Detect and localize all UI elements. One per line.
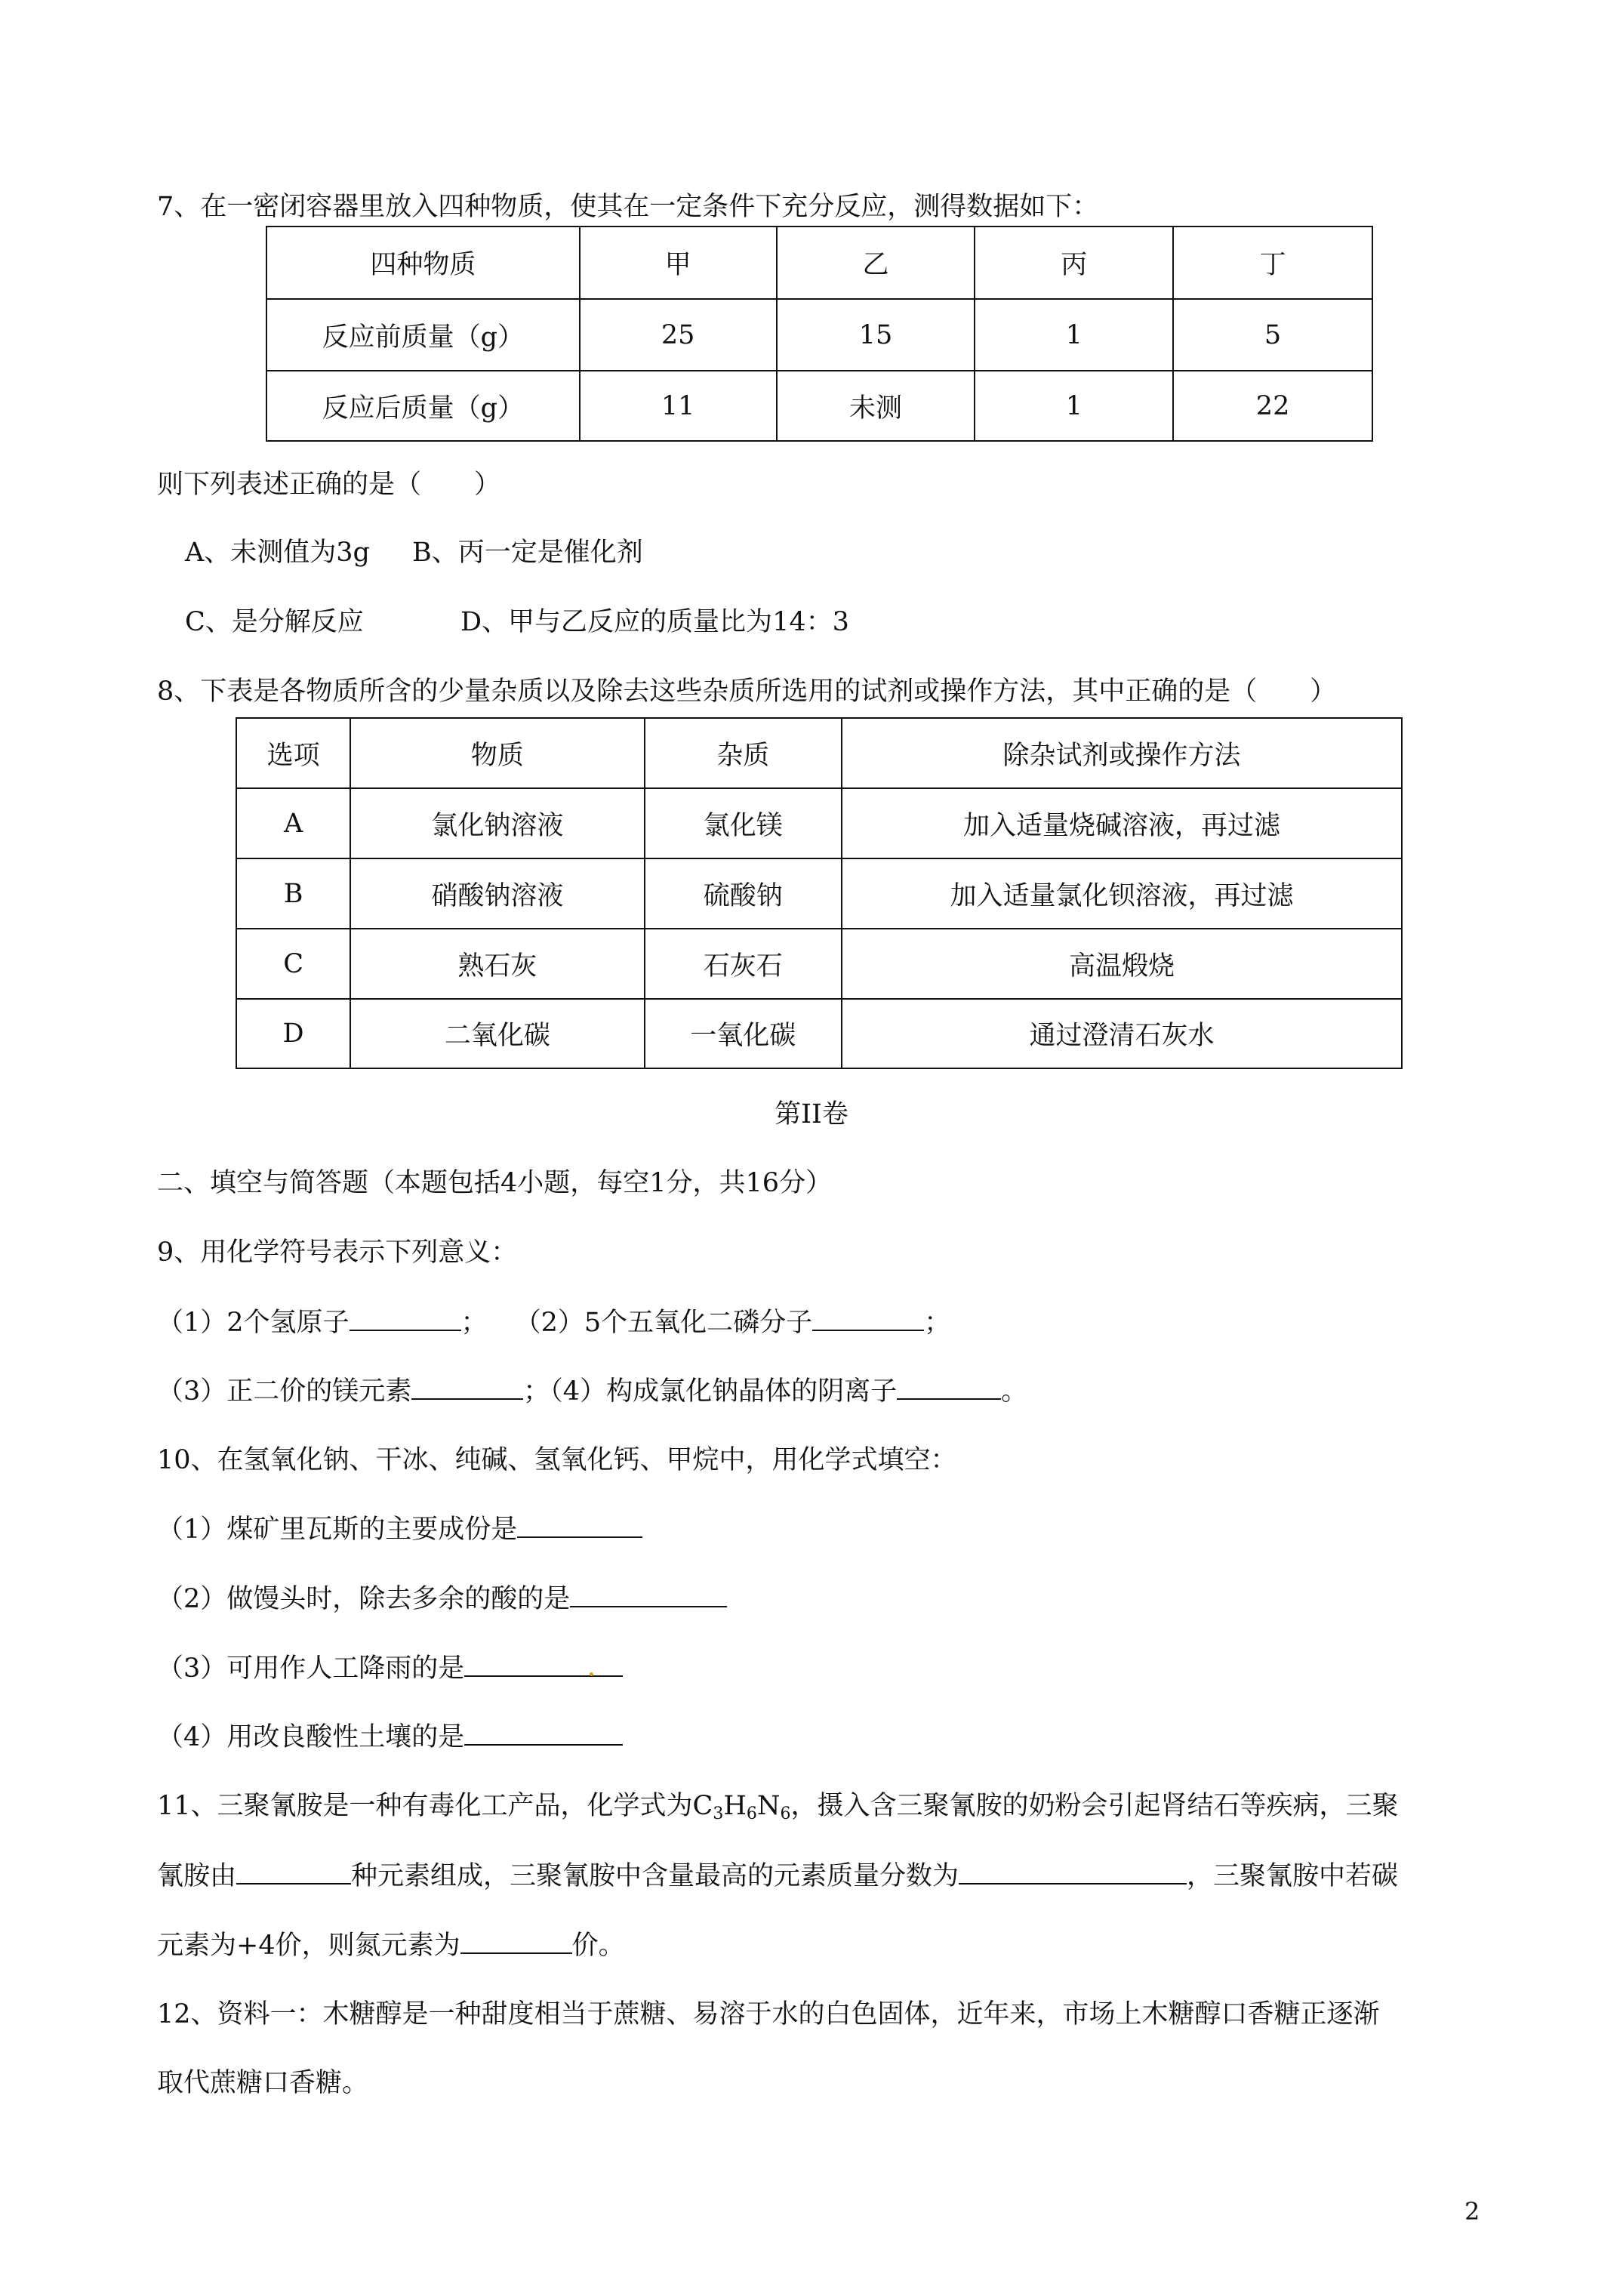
q9-line-1: [157, 1304, 950, 1341]
table-cell: 四种物质: [266, 227, 580, 299]
q11-text-a: 11、三聚氰胺是一种有毒化工产品，化学式为: [157, 1791, 693, 1821]
answer-blank[interactable]: [460, 1927, 572, 1954]
table-cell: 1: [975, 371, 1173, 441]
q10-stem: 10、在氢氧化钠、干冰、纯碱、氢氧化钙、甲烷中，用化学式填空：: [157, 1445, 957, 1475]
q10-line-1: [157, 1511, 642, 1548]
q7-option-a: A、未测值为3g: [185, 538, 370, 568]
table-cell: 丙: [975, 227, 1173, 299]
q7-option-d: D、甲与乙反应的质量比为14：3: [460, 607, 849, 637]
q7-option-b: B、丙一定是催化剂: [412, 538, 643, 568]
q9-part-2: （2）5个五氧化二磷分子: [514, 1308, 813, 1338]
q11-text-c: 氰胺由: [157, 1861, 237, 1891]
table-cell: 氯化钠溶液: [350, 788, 644, 858]
q10-part-3: （3）可用作人工降雨的是: [157, 1653, 465, 1684]
separator: ；: [523, 1376, 550, 1407]
section-title: 第II卷: [775, 1099, 848, 1130]
q10-line-2: [157, 1580, 727, 1617]
table-cell: 一氧化碳: [645, 999, 842, 1068]
q11-text-e: ，三聚氰胺中若碳: [1187, 1861, 1399, 1891]
table-row: [236, 929, 1402, 999]
q7-table: [266, 226, 1373, 442]
q9-part-3: （3）正二价的镁元素: [157, 1376, 412, 1407]
q9-line-2: [157, 1373, 1027, 1410]
table-cell: 加入适量氯化钡溶液，再过滤: [842, 858, 1402, 929]
table-cell: 反应前质量（g）: [266, 299, 580, 371]
answer-blank[interactable]: [570, 1580, 727, 1607]
answer-blank[interactable]: [464, 1650, 623, 1677]
q10-part-1: （1）煤矿里瓦斯的主要成份是: [157, 1515, 518, 1545]
answer-blank[interactable]: [959, 1857, 1187, 1885]
table-cell: 通过澄清石灰水: [842, 999, 1402, 1068]
table-cell: 二氧化碳: [350, 999, 644, 1068]
answer-blank[interactable]: [812, 1304, 924, 1331]
table-cell: 未测: [777, 371, 975, 441]
q9-stem: 9、用化学符号表示下列意义：: [157, 1237, 518, 1268]
table-cell: 15: [777, 299, 975, 371]
q10-part-4: （4）用改良酸性土壤的是: [157, 1722, 465, 1752]
terminator: 。: [1001, 1376, 1028, 1407]
table-cell: 熟石灰: [350, 929, 644, 999]
table-row: [266, 371, 1372, 441]
decorative-dot: [590, 1672, 593, 1676]
q11-text-g: 价。: [571, 1931, 625, 1961]
q11-text-d: 种元素组成，三聚氰胺中含量最高的元素质量分数为: [351, 1861, 959, 1891]
table-cell: 5: [1173, 299, 1372, 371]
table-row: [236, 999, 1402, 1068]
answer-blank[interactable]: [411, 1373, 523, 1400]
answer-blank[interactable]: [350, 1304, 461, 1331]
q7-question: 则下列表述正确的是（ ）: [157, 470, 501, 500]
answer-blank[interactable]: [464, 1718, 623, 1746]
table-cell: 硫酸钠: [645, 858, 842, 929]
answer-blank[interactable]: [517, 1511, 642, 1538]
q11-line-1: [157, 1788, 1399, 1824]
table-row: [266, 227, 1372, 299]
table-cell: 选项: [236, 718, 350, 788]
chemical-formula: $C_3H_6N_6$: [692, 1791, 791, 1823]
q11-text-f: 元素为+4价，则氮元素为: [157, 1931, 460, 1961]
q11-line-3: [157, 1927, 625, 1964]
table-row: [236, 788, 1402, 858]
table-cell: D: [236, 999, 350, 1068]
table-cell: 除杂试剂或操作方法: [842, 718, 1402, 788]
table-cell: 加入适量烧碱溶液，再过滤: [842, 788, 1402, 858]
q10-line-3: [157, 1650, 623, 1687]
table-cell: 11: [580, 371, 777, 441]
table-cell: 物质: [350, 718, 644, 788]
table-cell: 硝酸钠溶液: [350, 858, 644, 929]
q10-line-4: [157, 1718, 623, 1755]
q10-part-2: （2）做馒头时，除去多余的酸的是: [157, 1584, 571, 1614]
q12-line-1: 12、资料一：木糖醇是一种甜度相当于蔗糖、易溶于水的白色固体，近年来，市场上木糖醇口香糖正逐渐: [157, 1999, 1380, 2029]
table-cell: B: [236, 858, 350, 929]
table-cell: 石灰石: [645, 929, 842, 999]
answer-blank[interactable]: [897, 1373, 1001, 1400]
q8-stem: 8、下表是各物质所含的少量杂质以及除去这些杂质所选用的试剂或操作方法，其中正确的是（ ）: [157, 676, 1337, 707]
q7-stem: 7、在一密闭容器里放入四种物质，使其在一定条件下充分反应，测得数据如下：: [157, 192, 1099, 222]
table-cell: 22: [1173, 371, 1372, 441]
table-cell: 高温煅烧: [842, 929, 1402, 999]
table-cell: 反应后质量（g）: [266, 371, 580, 441]
q7-option-c: C、是分解反应: [185, 607, 364, 637]
q8-table: [236, 717, 1403, 1069]
q9-part-4: （4）构成氯化钠晶体的阴离子: [550, 1376, 898, 1407]
q11-line-2: [157, 1857, 1398, 1894]
table-cell: 1: [975, 299, 1173, 371]
table-row: [236, 718, 1402, 788]
table-cell: 氯化镁: [645, 788, 842, 858]
terminator: ；: [924, 1308, 951, 1338]
q11-text-b: ，摄入含三聚氰胺的奶粉会引起肾结石等疾病，三聚: [790, 1791, 1399, 1821]
table-row: [266, 299, 1372, 371]
table-row: [236, 858, 1402, 929]
separator: ；: [460, 1308, 488, 1338]
table-cell: 杂质: [645, 718, 842, 788]
section-heading: 二、填空与简答题（本题包括4小题，每空1分，共16分）: [157, 1168, 833, 1198]
table-cell: 丁: [1173, 227, 1372, 299]
q12-line-2: 取代蔗糖口香糖。: [157, 2068, 369, 2098]
table-cell: A: [236, 788, 350, 858]
table-cell: 乙: [777, 227, 975, 299]
table-cell: 甲: [580, 227, 777, 299]
table-cell: 25: [580, 299, 777, 371]
table-cell: C: [236, 929, 350, 999]
answer-blank[interactable]: [236, 1857, 351, 1885]
page-number: 2: [1464, 2197, 1480, 2226]
q9-part-1: （1）2个氢原子: [157, 1308, 350, 1338]
